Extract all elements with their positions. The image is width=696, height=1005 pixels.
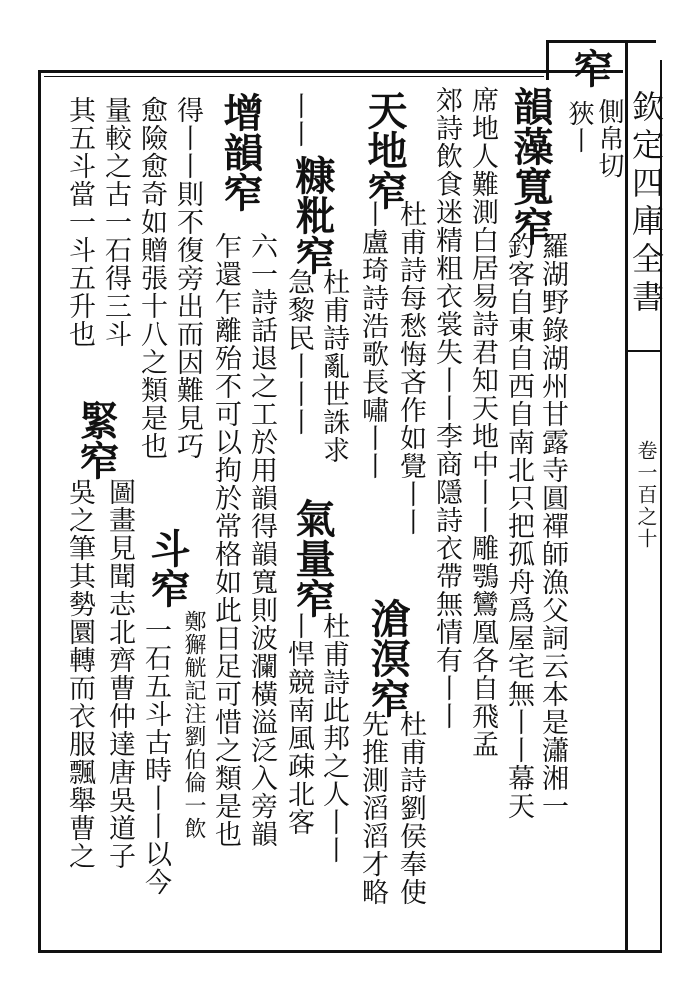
headword-5: 滄溟窄 [364, 598, 411, 718]
margin-title: 欽定四庫全書 [627, 90, 665, 318]
note-5a: 杜甫詩劉侯奉使 [395, 710, 426, 906]
headword-4: 氣量窄 [289, 498, 336, 618]
text-column-8: 急黎民丨丨丨 [283, 268, 314, 436]
header-entry-char: 窄 [567, 48, 614, 88]
header-entry-fanqie: 側帛切 [594, 98, 624, 179]
text-column-15: 其五斗當一斗五升也 [64, 96, 95, 348]
text-column-13: 愈險愈奇如贈張十八之類是也 [136, 96, 167, 460]
text-column-6: 丨盧琦詩浩歌長嘯丨丨 [357, 200, 388, 480]
text-column-16: 一石五斗古時丨丨以今 [140, 616, 171, 896]
text-column-11: 乍還乍離殆不可以拘於常格如此日足可惜之類是也 [210, 232, 241, 848]
header-box-left [546, 40, 549, 80]
headword-2: 天地窄 [361, 90, 408, 210]
text-column-9: 丨丨 [283, 92, 314, 148]
frame-left-line [38, 70, 41, 950]
headword-3: 糠粃窄 [289, 155, 336, 275]
text-column-14: 量較之古一石得三斗 [100, 96, 131, 348]
text-column-10: 六一詩話退之工於用韻得韻寬則波瀾橫溢泛入旁韻 [246, 232, 277, 848]
margin-volume: 卷一百之十 [634, 440, 658, 550]
header-entry-gloss: 狹丨 [564, 100, 594, 154]
text-column-7: 杜甫詩亂世誅求 [318, 268, 349, 464]
note-7: 丨悍競南風疎北客 [283, 612, 314, 836]
fishtail-line [628, 350, 660, 352]
header-box-top [546, 40, 656, 43]
text-column-3-text: 席地人難測白居易詩君知天地中丨丨雕鶚鸞凰各自飛孟 [467, 86, 498, 758]
note-6: 杜甫詩此邦之人丨丨 [318, 612, 349, 864]
headword-7: 斗窄 [144, 528, 191, 608]
frame-top-line-inner [44, 76, 544, 77]
text-column-3 [467, 86, 497, 758]
text-column-5: 杜甫詩每愁悔吝作如覺丨丨 [395, 200, 426, 536]
note-9: 圖畫見聞志北齊曹仲達唐吳道子 [104, 478, 135, 870]
text-column-2: 釣客自東自西自南北只把孤舟爲屋宅無丨丨幕天 [503, 232, 534, 820]
text-column-17: 吳之筆其勢圜轉而衣服飄舉曹之 [64, 478, 95, 870]
text-column-4-text: 郊詩飲食迷精粗衣裳失丨丨李商隱詩衣帶無情有丨丨 [431, 86, 462, 730]
headword-6: 增韻窄 [217, 92, 264, 212]
text-column-12: 得丨丨則不復旁出而因難見巧 [172, 96, 203, 460]
text-column-4 [431, 86, 461, 730]
note-8: 鄭獬觥記注劉伯倫一飲 [181, 610, 206, 840]
headword-1: 韻藻寬窄 [507, 86, 554, 246]
frame-bottom-line [38, 950, 662, 953]
note-5b: 先推測滔滔才略 [357, 710, 388, 906]
headword-8: 緊窄 [73, 400, 120, 480]
text-column-1: 羅湖野錄湖州甘露寺圓禪師漁父詞云本是瀟湘一 [537, 232, 568, 820]
frame-top-line [38, 70, 623, 73]
